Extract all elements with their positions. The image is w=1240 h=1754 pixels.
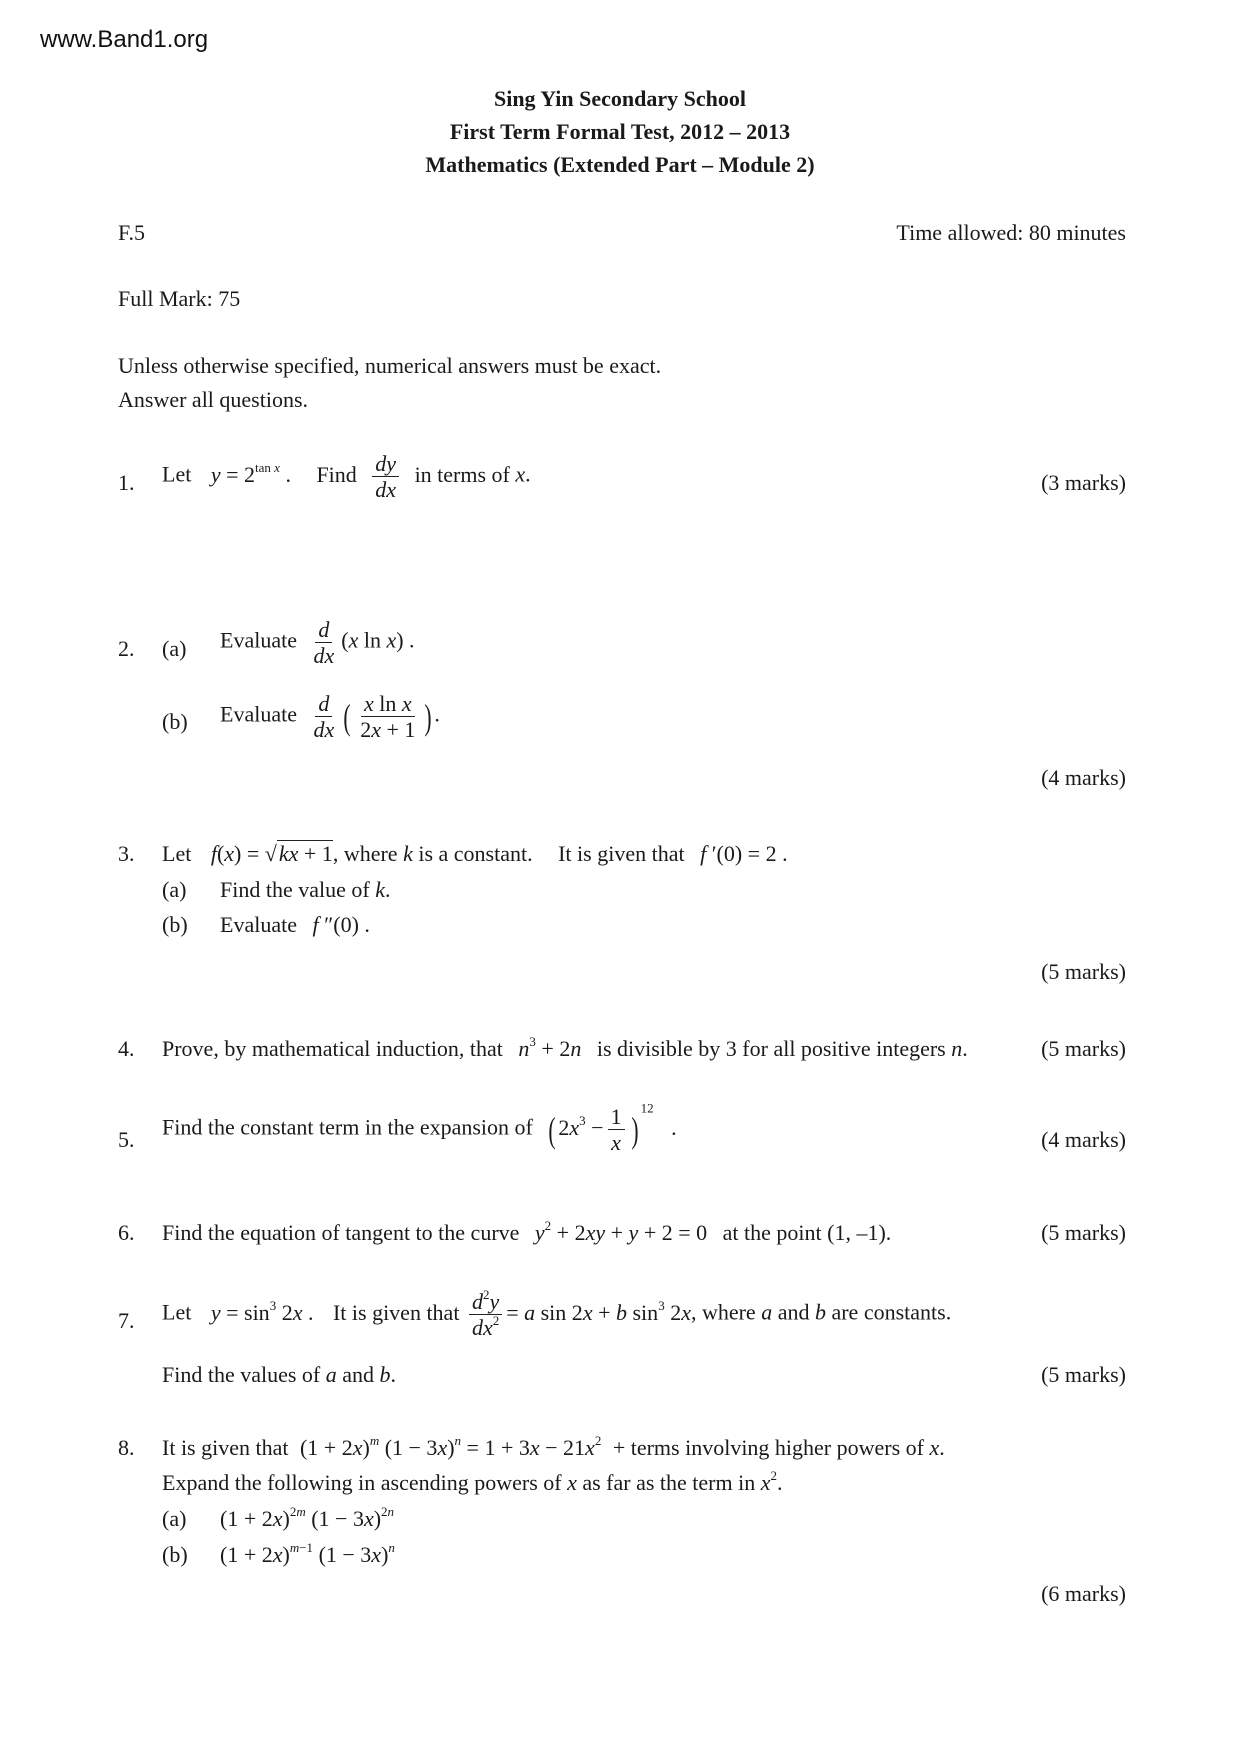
- q6-marks: (5 marks): [1041, 1220, 1126, 1245]
- q5-number: 5.: [118, 1127, 135, 1152]
- q4-number: 4.: [118, 1036, 135, 1061]
- q6-number: 6.: [118, 1220, 135, 1245]
- q3a-text: Find the value of k.: [220, 877, 391, 902]
- q8a-expression: $(1 + 2x)^{2m}$ $(1 - 3x)^{2n}$: [220, 1504, 395, 1531]
- form-label: F.5: [118, 220, 145, 245]
- school-name: Sing Yin Secondary School: [493, 86, 747, 111]
- q8-number: 8.: [118, 1435, 135, 1460]
- full-mark: Full Mark: 75: [118, 286, 241, 311]
- q2-marks: (4 marks): [1041, 765, 1126, 790]
- watermark-url[interactable]: www.Band1.org: [40, 26, 209, 53]
- q8-text: It is given that $(1 + 2x)^m$ $(1 - 3x)^n = 1 + 3x - 21x^2$ + terms involving higher powers of x.: [162, 1433, 945, 1460]
- q2-number: 2.: [118, 636, 135, 661]
- time-allowed: Time allowed: 80 minutes: [896, 220, 1126, 245]
- q3a-label: (a): [162, 877, 187, 902]
- q8b-label: (b): [162, 1542, 188, 1567]
- test-title: First Term Formal Test, 2012 – 2013: [449, 119, 791, 144]
- q1-marks: (3 marks): [1041, 470, 1126, 495]
- q5-text: Find the constant term in the expansion of ( $2x^3$ − $\frac{1}{x}$ )$^{12}$ .: [162, 1100, 677, 1156]
- q7-line2: Find the values of a and b.: [162, 1362, 397, 1387]
- q8-line2: Expand the following in ascending powers of x as far as the term in $x^2$.: [162, 1468, 783, 1495]
- q3b-label: (b): [162, 912, 188, 937]
- instruction-answer-all: Answer all questions.: [118, 387, 309, 412]
- q6-text: Find the equation of tangent to the curve $y^2 + 2xy + y + 2 = 0$ at the point (1, –1).: [162, 1218, 892, 1245]
- q3b-text: Evaluate f ″(0) .: [220, 912, 370, 937]
- q1-text: Let $y = 2^{tan x}$ . Find $\frac{dy}{dx}$ in terms of x.: [162, 451, 531, 503]
- q8b-expression: $(1 + 2x)^{m-1}$ $(1 - 3x)^n$: [220, 1540, 395, 1567]
- q8a-label: (a): [162, 1506, 187, 1531]
- q4-marks: (5 marks): [1041, 1036, 1126, 1061]
- q3-marks: (5 marks): [1041, 959, 1126, 984]
- subject-title: Mathematics (Extended Part – Module 2): [425, 152, 815, 177]
- q3-text: Let f(x) = √kx + 1, where k is a constant. It is given that f ′(0) = 2 .: [162, 841, 788, 866]
- q2b-label: (b): [162, 709, 188, 734]
- q7-text: Let $y = \sin^3 2x$ . It is given that $\frac{d^2y}{dx^2}$ = a sin 2x + b $\sin^3 2x$, where a and b are constants.: [162, 1287, 952, 1341]
- q3-number: 3.: [118, 841, 135, 866]
- q2b-text: Evaluate $\frac{d}{dx}$ ( $\frac{\text{x ln x}}{2x + 1}$ ) .: [220, 691, 440, 743]
- q8-marks: (6 marks): [1041, 1581, 1126, 1606]
- q5-marks: (4 marks): [1041, 1127, 1126, 1152]
- q1-number: 1.: [118, 470, 135, 495]
- q2a-label: (a): [162, 636, 187, 661]
- q2a-text: Evaluate $\frac{d}{dx}$ (x ln x) .: [220, 617, 415, 669]
- q7-marks: (5 marks): [1041, 1362, 1126, 1387]
- instruction-exact: Unless otherwise specified, numerical answers must be exact.: [118, 353, 662, 378]
- q7-number: 7.: [118, 1308, 135, 1333]
- q4-text: Prove, by mathematical induction, that $n^3 + 2n$ is divisible by 3 for all positive integers n.: [162, 1034, 968, 1061]
